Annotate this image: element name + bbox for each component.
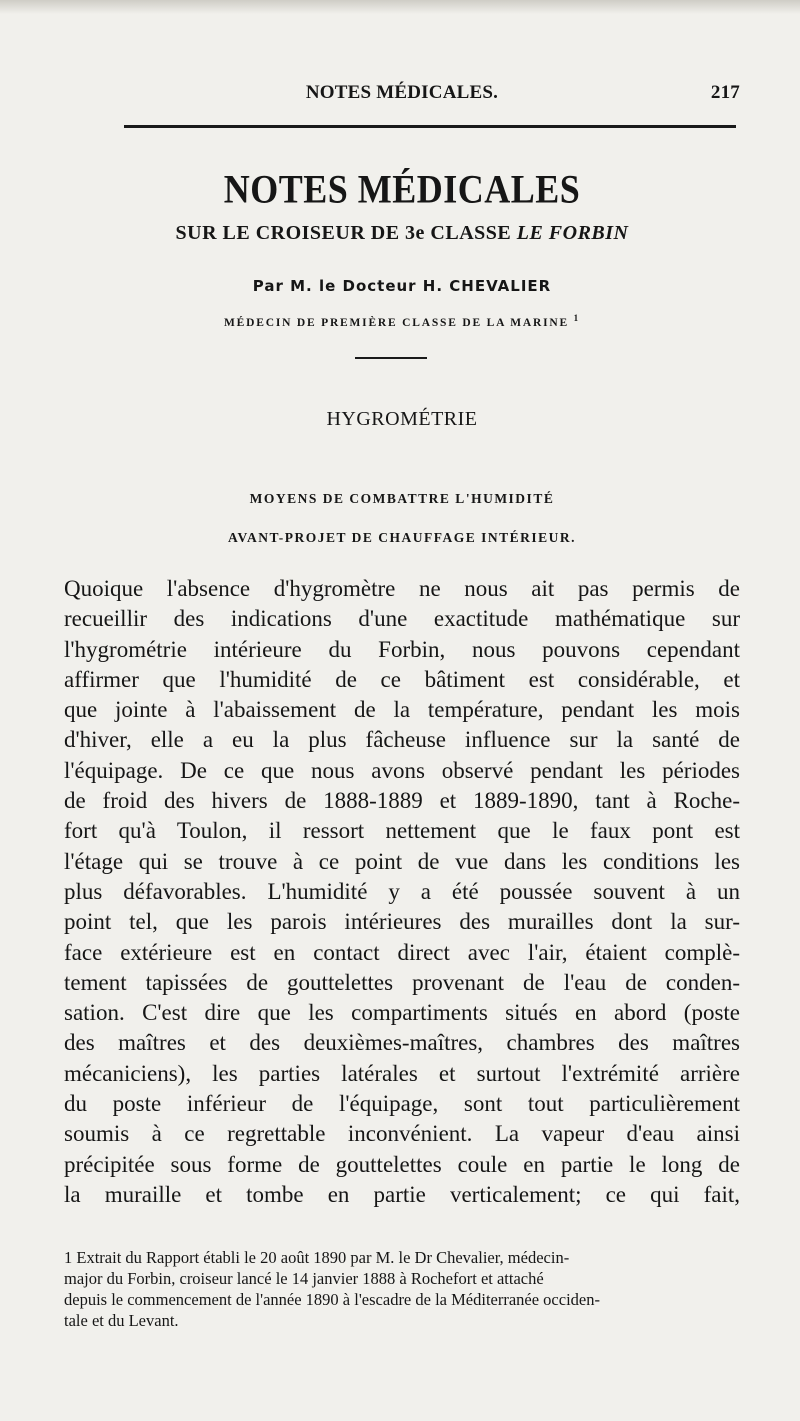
body-line: l'hygrométrie intérieure du Forbin, nous pouvons cependant [64, 636, 740, 662]
body-line: de froid des hivers de 1888-1889 et 1889-1890, tant à Roche- [64, 788, 740, 814]
body-line: point tel, que les parois intérieures des murailles dont la sur- [64, 909, 740, 935]
author-role-text: MÉDECIN DE PREMIÈRE CLASSE DE LA MARINE [224, 316, 569, 329]
article-subtitle [64, 222, 740, 245]
page-number: 217 [710, 82, 740, 103]
section-subheading-2: AVANT-PROJET DE CHAUFFAGE INTÉRIEUR. [227, 530, 577, 545]
body-line: fort qu'à Toulon, il ressort nettement que le faux pont est [64, 818, 740, 844]
footnote-line: tale et du Levant. [64, 1311, 179, 1330]
running-title: NOTES MÉDICALES. [305, 82, 499, 103]
author-line: Par M. le Docteur H. CHEVALIER [252, 277, 552, 295]
body-line: l'étage qui se trouve à ce point de vue dans les conditions les [64, 848, 740, 874]
body-line: précipitée sous forme de gouttelettes coule en partie le long de [64, 1151, 740, 1177]
footnote-line: major du Forbin, croiseur lancé le 14 janvier 1888 à Rochefort et attaché [64, 1269, 544, 1288]
footnote-marker: 1 [573, 313, 580, 323]
body-line: recueillir des indications d'une exactitude mathématique sur [64, 606, 740, 632]
body-line: du poste inférieur de l'équipage, sont tout particulièrement [64, 1091, 740, 1117]
body-line: d'hiver, elle a eu la plus fâcheuse influence sur la santé de [64, 727, 740, 753]
body-line: plus défavorables. L'humidité y a été poussée souvent à un [64, 878, 740, 904]
body-line: tement tapissées de gouttelettes provenant de l'eau de conden- [64, 969, 740, 995]
header-rule [124, 125, 736, 128]
body-line: Quoique l'absence d'hygromètre ne nous ait pas permis de [64, 576, 740, 601]
body-line: des maîtres et des deuxièmes-maîtres, chambres des maîtres [64, 1030, 740, 1056]
title-separator [355, 357, 427, 359]
body-line: la muraille et tombe en partie verticalement; ce qui fait, [64, 1181, 740, 1207]
section-title: HYGROMÉTRIE [326, 408, 478, 430]
author-role [64, 313, 740, 329]
footnote-line: depuis le commencement de l'année 1890 à l'escadre de la Méditerranée occiden- [64, 1290, 600, 1309]
body-paragraph [64, 574, 740, 1210]
running-header [64, 78, 740, 110]
footnote [64, 1247, 740, 1331]
section-subheading-1: MOYENS DE COMBATTRE L'HUMIDITÉ [249, 491, 555, 506]
body-line: que jointe à l'abaissement de la température, pendant les mois [64, 697, 740, 723]
scan-edge-shadow [0, 0, 800, 14]
body-line: face extérieure est en contact direct avec l'air, étaient complè- [64, 939, 740, 965]
footnote-line: 1 Extrait du Rapport établi le 20 août 1890 par M. le Dr Chevalier, médecin- [64, 1248, 570, 1267]
body-line: sation. C'est dire que les compartiments situés en abord (poste [64, 1000, 740, 1026]
body-line: mécaniciens), les parties latérales et surtout l'extrémité arrière [64, 1060, 740, 1086]
article-title: NOTES MÉDICALES [223, 166, 581, 212]
body-line: soumis à ce regrettable inconvénient. La vapeur d'eau ainsi [64, 1121, 740, 1147]
body-line: affirmer que l'humidité de ce bâtiment est considérable, et [64, 666, 740, 692]
body-line: l'équipage. De ce que nous avons observé pendant les périodes [64, 757, 740, 783]
subtitle-ship-name: LE FORBIN [516, 222, 629, 244]
subtitle-prefix: SUR LE CROISEUR DE 3e CLASSE [175, 222, 512, 244]
